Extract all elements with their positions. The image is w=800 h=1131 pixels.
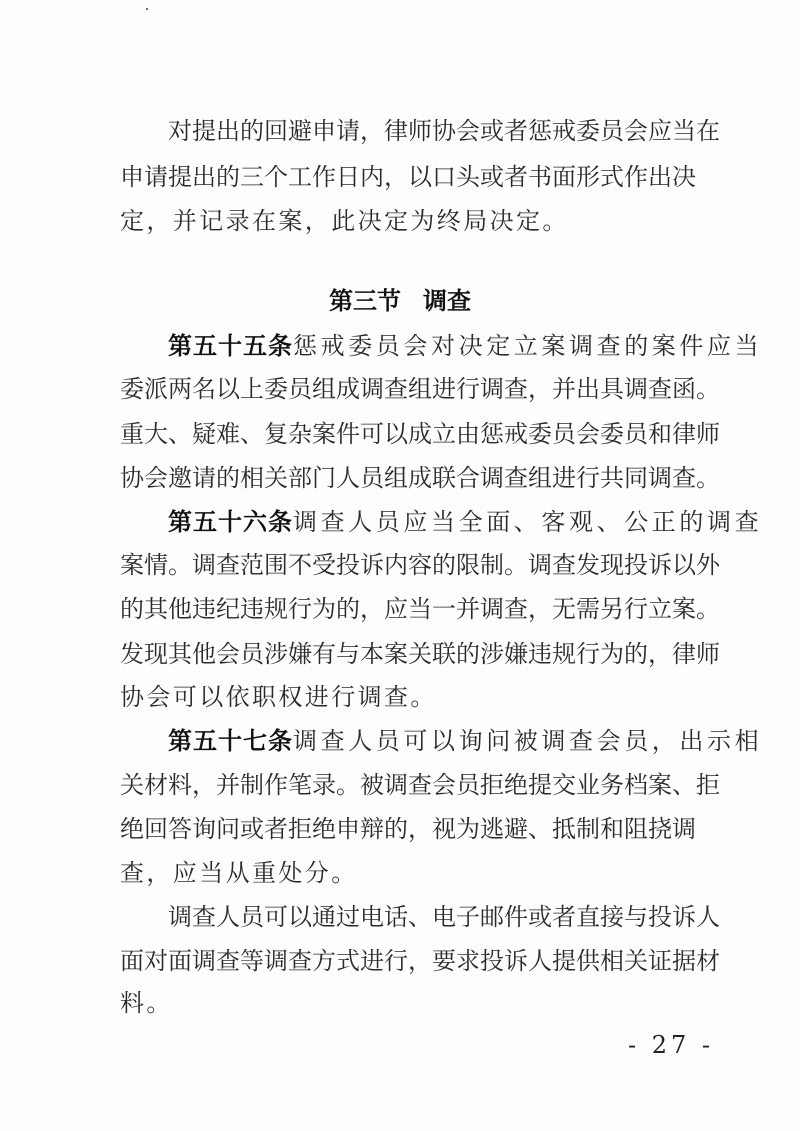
paragraph-last-line-1: 调查人员可以通过电话、电子邮件或者直接与投诉人 — [168, 903, 720, 931]
article-56-line-2: 案情。调查范围不受投诉内容的限制。调查发现投诉以外 — [120, 551, 720, 579]
article-55-line-3: 重大、疑难、复杂案件可以成立由惩戒委员会委员和律师 — [120, 420, 720, 448]
article-56-line-3: 的其他违纪违规行为的，应当一并调查，无需另行立案。 — [120, 595, 720, 623]
page-number: - 27 - — [628, 1031, 715, 1059]
article-56-first-line — [168, 502, 763, 542]
article-57-line-2: 关材料，并制作笔录。被调查会员拒绝提交业务档案、拒 — [120, 771, 720, 799]
paragraph-1-line-2: 申请提出的三个工作日内，以口头或者书面形式作出决 — [120, 163, 696, 191]
scan-speck — [146, 8, 148, 10]
section-title: 调查 — [423, 287, 471, 315]
article-57-first-line — [168, 721, 763, 761]
article-55-line-2: 委派两名以上委员组成调查组进行调查，并出具调查函。 — [120, 375, 720, 403]
section-heading — [0, 281, 800, 321]
article-55-first-line — [168, 326, 763, 366]
article-57-line-4: 查，应当从重处分。 — [120, 859, 358, 887]
article-57-first-text: 调查人员可以询问被调查会员，出示相 — [293, 727, 763, 755]
paragraph-last-line-3: 料。 — [120, 989, 173, 1017]
article-56-line-5: 协会可以依职权进行调查。 — [120, 683, 437, 711]
article-56-line-4: 发现其他会员涉嫌有与本案关联的涉嫌违规行为的，律师 — [120, 640, 720, 668]
article-55-label: 第五十五条 — [168, 332, 293, 360]
article-56-first-text: 调查人员应当全面、客观、公正的调查 — [293, 508, 763, 536]
paragraph-last-line-2: 面对面调查等调查方式进行，要求投诉人提供相关证据材 — [120, 947, 720, 975]
paragraph-1-line-3: 定，并记录在案，此决定为终局决定。 — [120, 207, 569, 235]
paragraph-1-line-1: 对提出的回避申请，律师协会或者惩戒委员会应当在 — [168, 117, 720, 145]
article-57-label: 第五十七条 — [168, 727, 293, 755]
section-label: 第三节 — [329, 287, 401, 315]
article-57-line-3: 绝回答询问或者拒绝申辩的，视为逃避、抵制和阻挠调 — [120, 815, 696, 843]
article-55-first-text: 惩戒委员会对决定立案调查的案件应当 — [293, 332, 763, 360]
article-55-line-4: 协会邀请的相关部门人员组成联合调查组进行共同调查。 — [120, 464, 720, 492]
article-56-label: 第五十六条 — [168, 508, 293, 536]
